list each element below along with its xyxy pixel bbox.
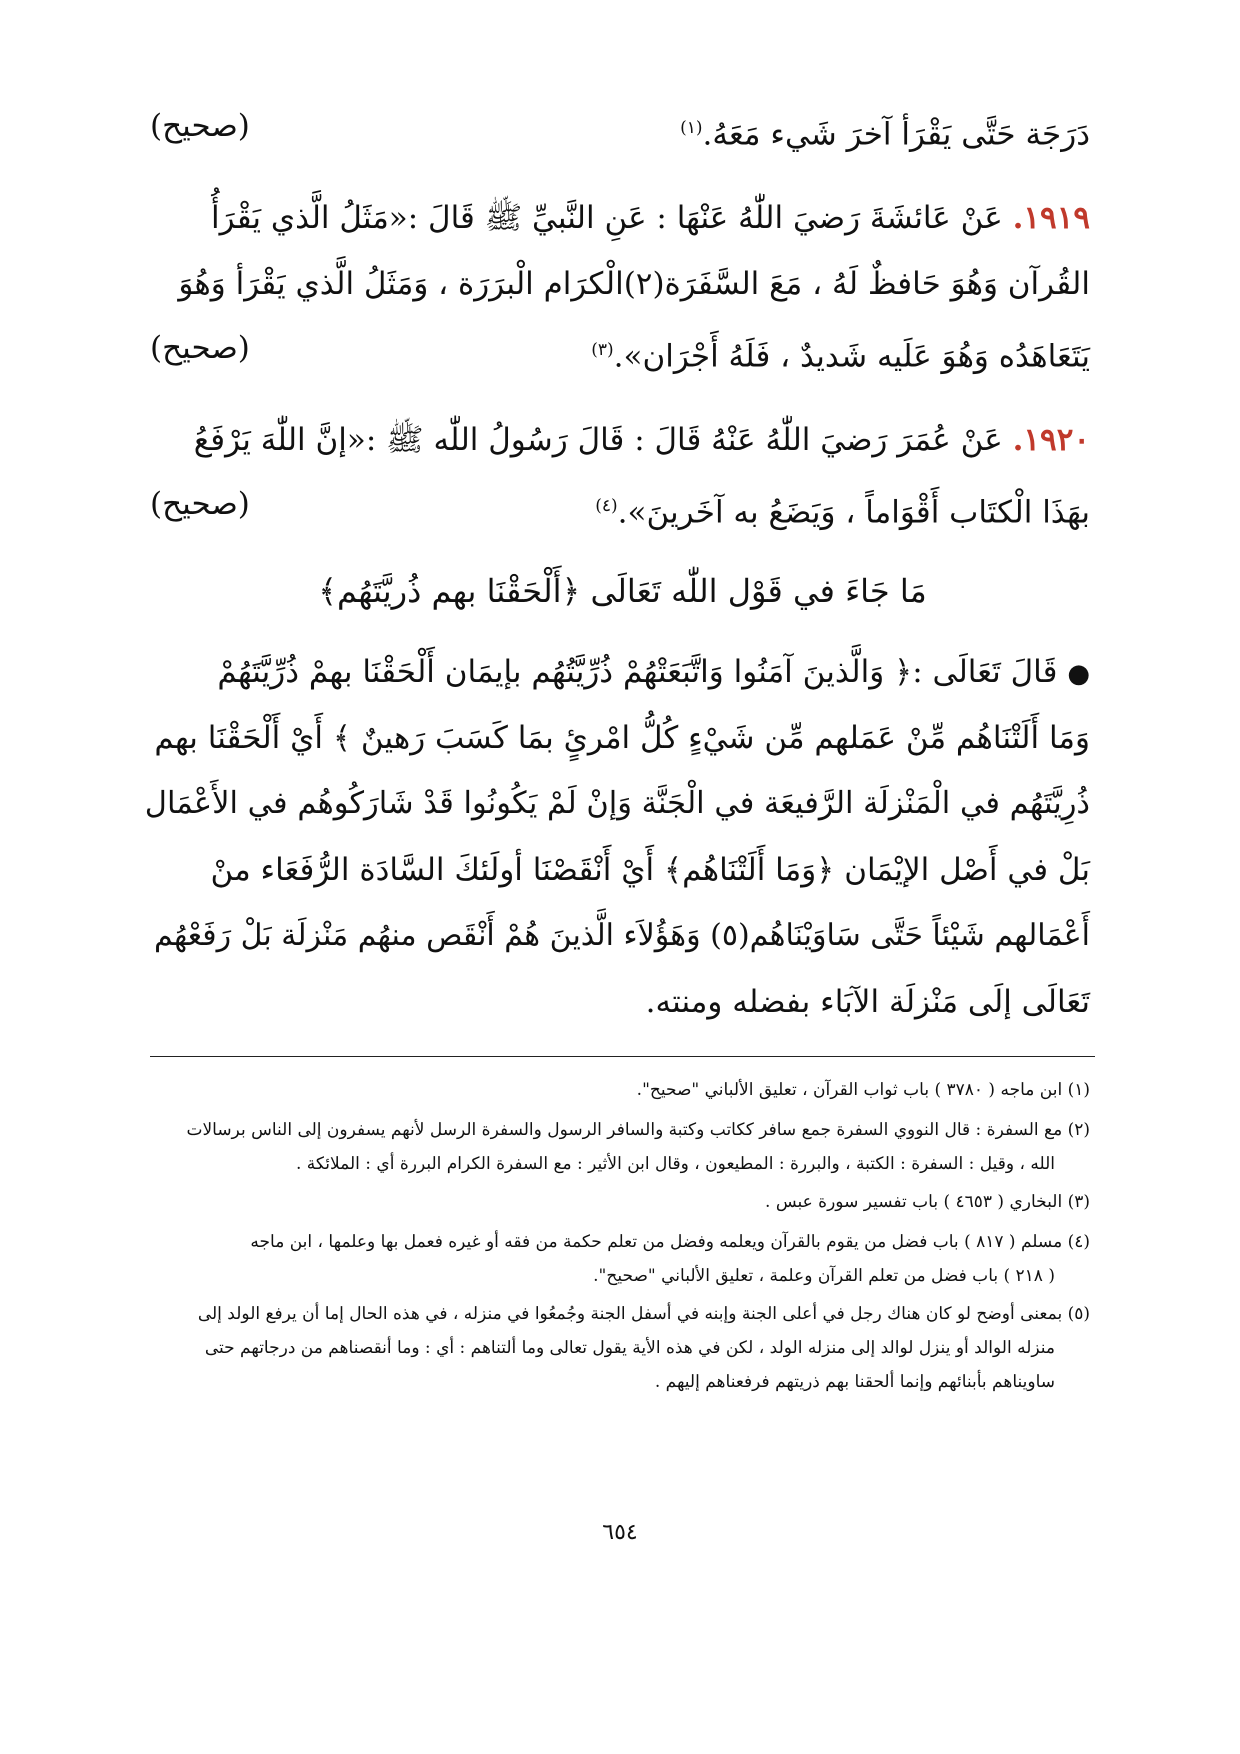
hadith-1919-line-3 [145, 330, 1090, 376]
hadith-1920-line-2 [145, 486, 1090, 532]
bullet-icon: ● [1067, 659, 1090, 689]
section-line-4: بَلْ في أَصْل الإيْمَان ﴿وَمَا أَلَتْنَاهُم﴾ أَيْ أَنْقَصْنَا أولَئكَ السَّادَة الرُّفَعَاء منْ [210, 852, 1090, 888]
footnote-4-continued: ( ٢١٨ ) باب فضل من تعلم القرآن وعلمة ، تعليق الألباني "صحيح". [593, 1266, 1055, 1286]
footnote-ref-1: (١) [680, 118, 703, 138]
grade-label-1919: (صحيح) [150, 330, 250, 366]
section-line-3: ذُرِيَّتَهُم في الْمَنْزلَة الرَّفيعَة في الْجَنَّة وَإنْ لَمْ يَكُونُوا قَدْ شَارَكُوهُم في الأَعْمَال [144, 786, 1090, 821]
section-text-1: قَالَ تَعَالَى :﴿ وَالَّذينَ آمَنُوا وَاتَّبَعَتْهُمْ ذُرِّيَّتُهُم بإيمَان أَلْحَقْنَا بهمْ ذُرِّيَّتَهُمْ [217, 654, 1058, 690]
top-line [145, 108, 1090, 154]
section-line-6: تَعَالَى إلَى مَنْزلَة الآبَاء بفضله ومنته. [645, 984, 1090, 1020]
footnote-ref-4: (٤) [595, 496, 618, 516]
grade-label-top: (صحيح) [150, 108, 250, 144]
hadith-number-1920: ١٩٢٠. [1012, 422, 1090, 458]
section-heading: مَا جَاءَ في قَوْل اللّٰه تَعَالَى ﴿أَلْحَقْنَا بهم ذُريَّتَهُم﴾ [318, 572, 927, 610]
footnote-4: (٤) مسلم ( ٨١٧ ) باب فضل من يقوم بالقرآن ويعلمه وفضل من تعلم حكمة من فقه أو غيره فعمل بها وعلمها ، ابن ماجه [250, 1232, 1090, 1252]
hadith-1919-text-1: عَنْ عَائشَةَ رَضيَ اللّٰهُ عَنْهَا : عَنِ النَّبيِّ ﷺ قَالَ :«مَثَلُ الَّذي يَقْرَأُ [211, 200, 1003, 236]
footnote-3: (٣) البخاري ( ٤٦٥٣ ) باب تفسير سورة عبس . [765, 1192, 1090, 1212]
footnote-5: (٥) بمعنى أوضح لو كان هناك رجل في أعلى الجنة وإبنه في أسفل الجنة وجُمعُوا في منزله ، في هذه الحال إما أن يرفع الولد إلى [197, 1304, 1090, 1324]
section-line-2: وَمَا أَلَتْنَاهُم مِّنْ عَمَلهم مِّن شَيْءٍ كُلُّ امْرئٍ بمَا كَسَبَ رَهينٌ ﴾ أَيْ أَلْحَقْنَا بهم [154, 720, 1090, 756]
footnote-5-continued-1: منزله الوالد أو ينزل لوالد إلى منزله الولد ، لكن في هذه الأية يقول تعالى وما ألتناهم : أي : وما أنقصناهم من درجاتهم حتى [204, 1338, 1055, 1358]
footnote-5-continued-2: ساويناهم بأبنائهم وإنما ألحقنا بهم ذريتهم فرفعناهم إليهم . [654, 1372, 1055, 1392]
hadith-1920-line-1 [145, 420, 1090, 460]
hadith-1920-text-1: عَنْ عُمَرَ رَضيَ اللّٰهُ عَنْهُ قَالَ : قَالَ رَسُولُ اللّٰه ﷺ :«إنَّ اللّٰهَ يَرْفَعُ [193, 422, 1003, 458]
hadith-1919-line-2: القُرآن وَهُوَ حَافظٌ لَهُ ، مَعَ السَّفَرَة(٢)الْكرَام الْبرَرَة ، وَمَثَلُ الَّذي يَقْرَأ وَهُوَ [178, 266, 1090, 302]
footnote-2-continued: الله ، وقيل : السفرة : الكتبة ، والبررة : المطيعون ، وقال ابن الأثير : مع السفرة الكرام البررة أي : الملائكة . [295, 1154, 1055, 1174]
footnote-separator [150, 1056, 1095, 1057]
section-line-5: أَعْمَالهم شَيْئاً حَتَّى سَاوَيْنَاهُم(٥) وَهَؤُلاَء الَّذينَ هُمْ أَنْقَص منهُم مَنْزلَة بَلْ رَفَعْهُم [154, 918, 1090, 953]
hadith-1920-text-2: بهَذَا الْكتَاب أَقْوَاماً ، وَيَضَعُ به آخَرينَ». [617, 494, 1090, 531]
hadith-1919-line-1 [145, 198, 1090, 238]
footnote-2: (٢) مع السفرة : قال النووي السفرة جمع سافر ككاتب وكتبة والسافر الرسول والسفرة الرسل لأنهم يسفرون إلى الناس برسالات [186, 1120, 1090, 1140]
hadith-1919-text-3: يَتَعَاهَدُه وَهُوَ عَلَيه شَديدٌ ، فَلَهُ أَجْرَان». [613, 338, 1090, 375]
footnote-ref-3: (٣) [591, 340, 614, 360]
hadith-number-1919: ١٩١٩. [1012, 200, 1090, 236]
footnote-1: (١) ابن ماجه ( ٣٧٨٠ ) باب ثواب القرآن ، تعليق الألباني "صحيح". [636, 1080, 1090, 1100]
section-line-1 [145, 652, 1090, 694]
top-text: دَرَجَة حَتَّى يَقْرَأ آخرَ شَيء مَعَهُ. [702, 116, 1090, 153]
page-number: ٦٥٤ [602, 1520, 638, 1545]
grade-label-1920: (صحيح) [150, 486, 250, 522]
